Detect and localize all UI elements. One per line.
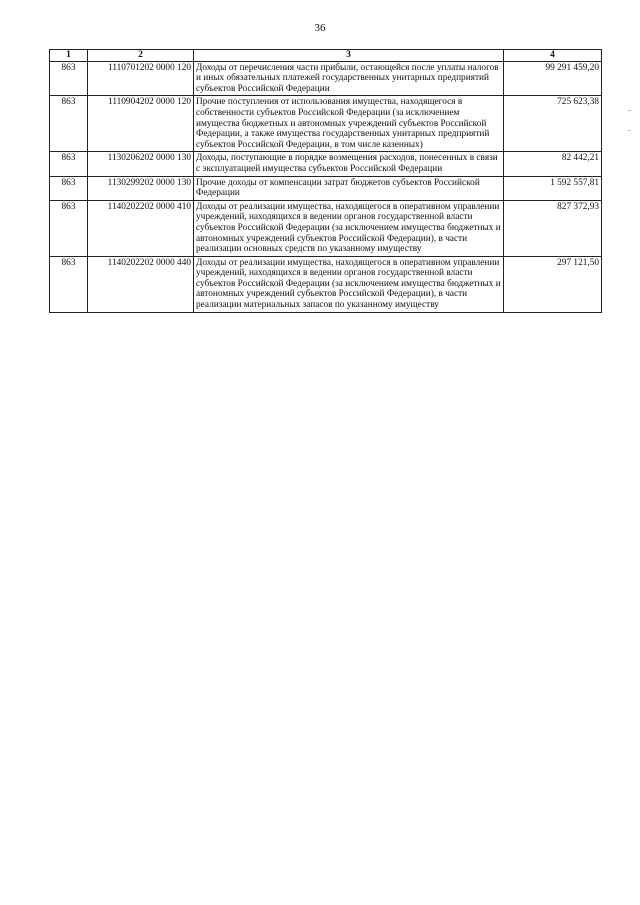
- revenue-table: [49, 49, 602, 313]
- amount-cell: 725 623,38: [504, 96, 602, 152]
- column-header-3: 3: [194, 50, 504, 62]
- amount-cell: 827 372,93: [504, 200, 602, 256]
- table-row: [50, 61, 602, 96]
- description-cell: Доходы от реализации имущества, находящегося в оперативном управлении учреждений, находящихся в ведении органов государственной власти субъектов Российской Федерации (за исключением имущества бюджетных и автономных учреждений субъектов Российской Федерации), в части реализации основных средств по указанному имуществу: [194, 200, 504, 256]
- admin-code-cell: 863: [50, 200, 88, 256]
- table-row: [50, 256, 602, 312]
- amount-cell: 1 592 557,81: [504, 176, 602, 200]
- table-row: [50, 176, 602, 200]
- scan-mark: [628, 130, 631, 131]
- admin-code-cell: 863: [50, 152, 88, 176]
- description-cell: Прочие поступления от использования имущества, находящегося в собственности субъектов Российской Федерации (за исключением имущества бюджетных и автономных учреждений субъектов Российской Федерации, а также имущества государственных унитарных предприятий субъектов Российской Федерации, в том числе казенных): [194, 96, 504, 152]
- description-cell: Доходы, поступающие в порядке возмещения расходов, понесенных в связи с эксплуатацией имущества субъектов Российской Федерации: [194, 152, 504, 176]
- column-header-2: 2: [88, 50, 194, 62]
- column-header-1: 1: [50, 50, 88, 62]
- scan-mark: [628, 110, 631, 111]
- description-cell: Доходы от реализации имущества, находящегося в оперативном управлении учреждений, находящихся в ведении органов государственной власти субъектов Российской Федерации (за исключением имущества бюджетных и автономных учреждений субъектов Российской Федерации), в части реализации материальных запасов по указанному имуществу: [194, 256, 504, 312]
- amount-cell: 82 442,21: [504, 152, 602, 176]
- revenue-code-cell: 1110701202 0000 120: [88, 61, 194, 96]
- description-cell: Доходы от перечисления части прибыли, остающейся после уплаты налогов и иных обязательных платежей государственных унитарных предприятий субъектов Российской Федерации: [194, 61, 504, 96]
- admin-code-cell: 863: [50, 256, 88, 312]
- table-row: [50, 96, 602, 152]
- revenue-code-cell: 1130299202 0000 130: [88, 176, 194, 200]
- revenue-code-cell: 1140202202 0000 410: [88, 200, 194, 256]
- column-header-4: 4: [504, 50, 602, 62]
- revenue-code-cell: 1110904202 0000 120: [88, 96, 194, 152]
- admin-code-cell: 863: [50, 61, 88, 96]
- amount-cell: 99 291 459,20: [504, 61, 602, 96]
- description-cell: Прочие доходы от компенсации затрат бюджетов субъектов Российской Федерации: [194, 176, 504, 200]
- admin-code-cell: 863: [50, 96, 88, 152]
- table-row: [50, 200, 602, 256]
- page-number: 36: [314, 22, 326, 34]
- table-header-row: [50, 50, 602, 62]
- admin-code-cell: 863: [50, 176, 88, 200]
- amount-cell: 297 121,50: [504, 256, 602, 312]
- table-row: [50, 152, 602, 176]
- revenue-code-cell: 1140202202 0000 440: [88, 256, 194, 312]
- revenue-code-cell: 1130206202 0000 130: [88, 152, 194, 176]
